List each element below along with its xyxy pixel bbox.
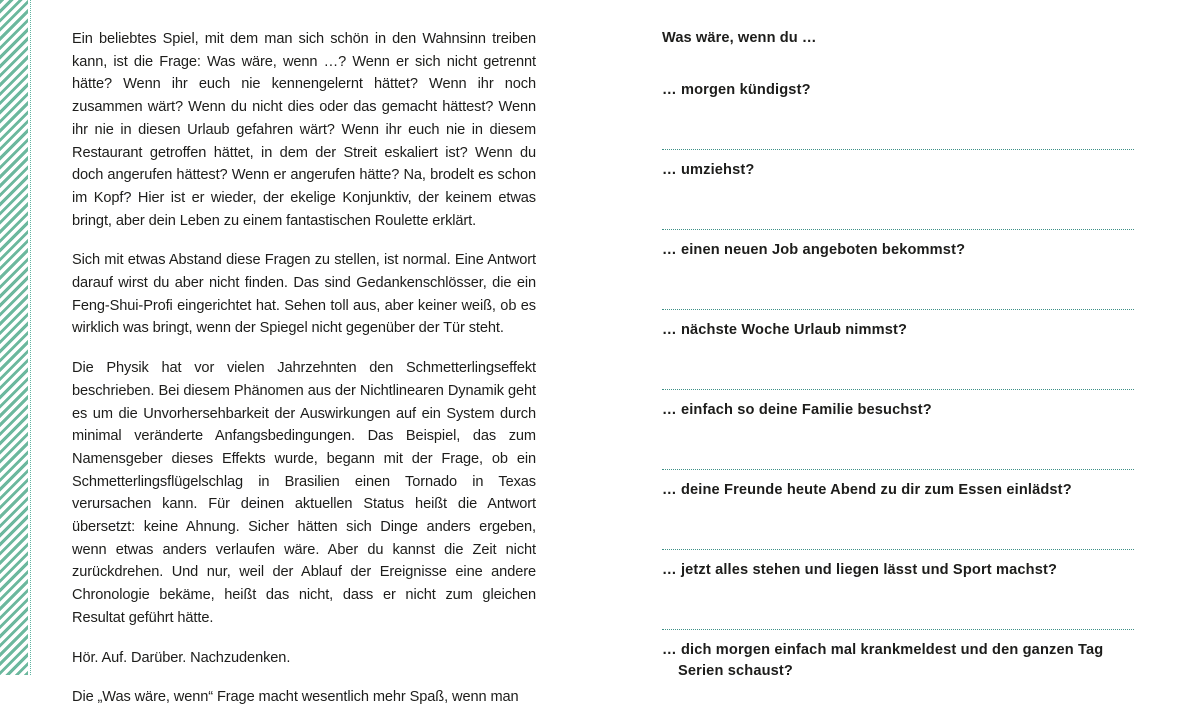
body-paragraph: Ein beliebtes Spiel, mit dem man sich schön in den Wahnsinn treiben kann, ist die Frage: Was wäre, wenn …? Wenn er sich nicht getrennt hätte? Wenn ihr euch nie kennengelernt hättet? Wenn ihr noch zusammen wärt? Wenn du nicht dies oder das gemacht hättest? Wenn ihr nie in diesen Urlaub gefahren wärt? Wenn ihr euch nie in diesem Restaurant getroffen hättet, in dem der Streit eskaliert ist? Wenn du doch angerufen hättest? Wenn er angerufen hätte? Na, brodelt es schon im Kopf? Hier ist er wieder, der ekelige Konjunktiv, der keinem etwas bringt, aber dein Leben zu einem fantastischen Roulette erklärt.: [72, 31, 536, 229]
question-item: [662, 230, 1134, 310]
question-text: … jetzt alles stehen und liegen lässt und Sport machst?: [662, 562, 1058, 578]
question-text-line1: … dich morgen einfach mal krankmeldest und den ganzen Tag: [662, 642, 1104, 658]
question-text: [662, 630, 1134, 682]
body-paragraph: Sich mit etwas Abstand diese Fragen zu stellen, ist normal. Eine Antwort darauf wirst du aber nicht finden. Das sind Gedankenschlösser, die ein Feng-Shui-Profi eingerichtet hat. Sehen toll aus, aber keiner weiß, ob es wirklich was bringt, wenn der Spiegel nicht gegenüber der Tür steht.: [72, 252, 536, 337]
body-paragraph: Hör. Auf. Darüber. Nachzudenken.: [72, 649, 291, 666]
question-item: [662, 630, 1134, 710]
question-item: [662, 150, 1134, 230]
question-item: [662, 310, 1134, 390]
question-item: [662, 550, 1134, 630]
question-text: … einen neuen Job angeboten bekommst?: [662, 242, 966, 258]
diagonal-stripe-band: [0, 0, 28, 675]
question-text: … morgen kündigst?: [662, 82, 811, 98]
question-text: … umziehst?: [662, 162, 755, 178]
questions-column: [662, 28, 1134, 710]
question-text: … deine Freunde heute Abend zu dir zum Essen einlädst?: [662, 482, 1072, 498]
question-text: … nächste Woche Urlaub nimmst?: [662, 322, 908, 338]
questions-heading: Was wäre, wenn du …: [662, 30, 817, 46]
body-text-column: [72, 28, 536, 706]
question-item: [662, 470, 1134, 550]
question-text: … einfach so deine Familie besuchst?: [662, 402, 932, 418]
body-paragraph-clipped: Die „Was wäre, wenn“ Frage macht wesentlich mehr Spaß, wenn man: [72, 689, 519, 706]
question-item: [662, 70, 1134, 150]
body-paragraph: Die Physik hat vor vielen Jahrzehnten den Schmetterlingseffekt beschrieben. Bei diesem Phänomen aus der Nichtlinearen Dynamik geht es um die Unvorhersehbarkeit der Auswirkungen auf ein System durch minimal veränderte Anfangsbedingungen. Das Beispiel, das zum Namensgeber dieses Effekts wurde, begann mit der Frage, ob ein Schmetterlingsflügelschlag in Brasilien einen Tornado in Texas verursachen kann. Für deinen aktuellen Status heißt die Antwort übersetzt: keine Ahnung. Sicher hätten sich Dinge anders ergeben, wenn etwas anders verlaufen wäre. Aber du kannst die Zeit nicht zurückdrehen. Und nur, weil der Ablauf der Ereignisse eine andere Chronologie bekäme, heißt das nicht, dass er nicht zum gleichen Resultat geführt hätte.: [72, 360, 536, 626]
question-item: [662, 390, 1134, 470]
question-text-line2: Serien schaust?: [678, 663, 793, 679]
vertical-dotted-rule: [30, 0, 31, 675]
